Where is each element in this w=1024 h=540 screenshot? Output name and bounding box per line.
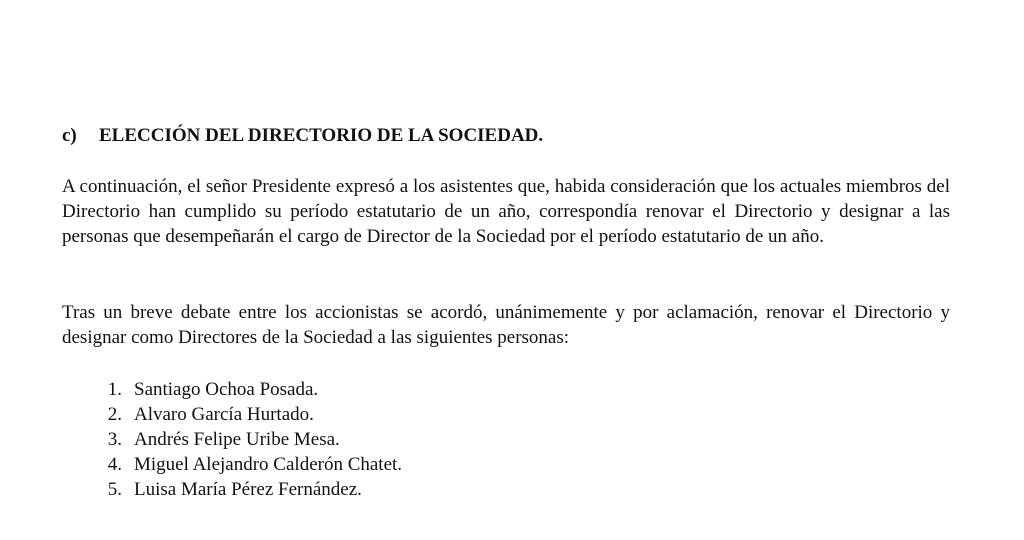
list-number: 2.	[107, 404, 122, 425]
director-name: Luisa María Pérez Fernández.	[134, 479, 362, 500]
section-marker: c)	[62, 125, 77, 146]
list-number: 5.	[107, 479, 122, 500]
director-name: Miguel Alejandro Calderón Chatet.	[134, 454, 403, 475]
list-number: 3.	[107, 429, 122, 450]
paragraph-agreement: Tras un breve debate entre los accionistas se acordó, unánimemente y por aclamación, renovar el Directorio y designar como Directores de la Sociedad a las siguientes personas:	[62, 302, 950, 348]
director-name: Andrés Felipe Uribe Mesa.	[134, 429, 340, 450]
section-heading	[62, 124, 543, 148]
paragraph-intro: A continuación, el señor Presidente expresó a los asistentes que, habida consideración que los actuales miembros del Directorio han cumplido su período estatutario de un año, correspondía renovar el Directorio y designar a las personas que desempeñarán el cargo de Director de la Sociedad por el período estatutario de un año.	[62, 176, 950, 247]
section-title: ELECCIÓN DEL DIRECTORIO DE LA SOCIEDAD.	[99, 125, 544, 146]
director-name: Alvaro García Hurtado.	[134, 404, 314, 425]
director-name: Santiago Ochoa Posada.	[134, 379, 319, 400]
list-number: 4.	[107, 454, 122, 475]
list-number: 1.	[107, 379, 122, 400]
